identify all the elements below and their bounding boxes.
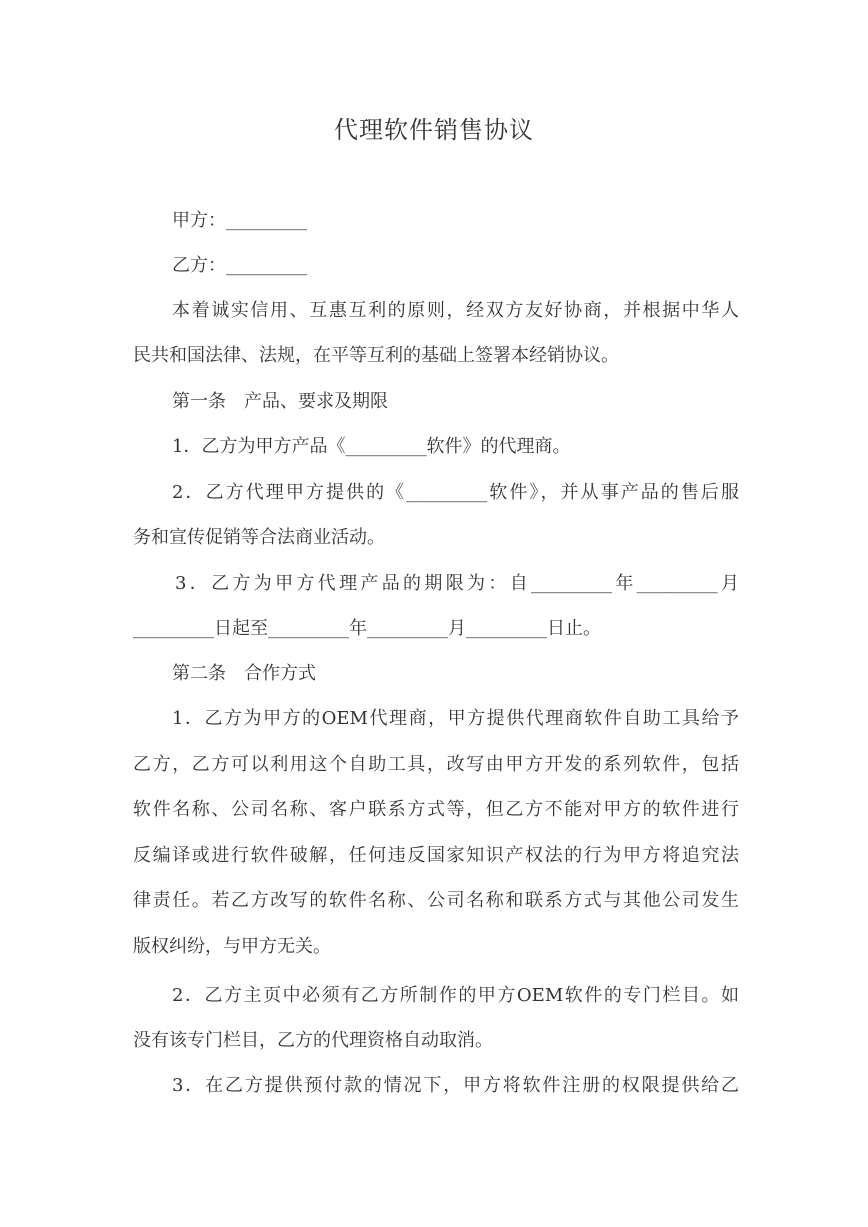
article-2-clause-2-line-2: 没有该专门栏目，乙方的代理资格自动取消。 bbox=[133, 1030, 493, 1051]
article-2-heading: 第二条 合作方式 bbox=[172, 663, 316, 684]
article-1-clause-2-line-1: 2．乙方代理甲方提供的《_________软件》，并从事产品的售后服 bbox=[172, 482, 739, 503]
party-b-line: 乙方：_________ bbox=[172, 255, 307, 276]
article-1-clause-1: 1．乙方为甲方产品《_________软件》的代理商。 bbox=[172, 436, 571, 457]
preamble-line-2: 民共和国法律、法规，在平等互利的基础上签署本经销协议。 bbox=[133, 345, 619, 366]
article-2-clause-3-line-1: 3．在乙方提供预付款的情况下，甲方将软件注册的权限提供给乙 bbox=[172, 1075, 739, 1096]
preamble-line-1: 本着诚实信用、互惠互利的原则，经双方友好协商，并根据中华人 bbox=[172, 300, 739, 321]
article-2-clause-1-line-4: 反编译或进行软件破解，任何违反国家知识产权法的行为甲方将追究法 bbox=[133, 845, 739, 866]
article-1-heading: 第一条 产品、要求及期限 bbox=[172, 391, 388, 412]
article-2-clause-2-line-1: 2．乙方主页中必须有乙方所制作的甲方OEM软件的专门栏目。如 bbox=[172, 985, 739, 1006]
article-2-clause-1-line-3: 软件名称、公司名称、客户联系方式等，但乙方不能对甲方的软件进行 bbox=[133, 799, 739, 820]
article-1-clause-2-line-2: 务和宣传促销等合法商业活动。 bbox=[133, 527, 385, 548]
article-1-clause-3-line-2: _________日起至_________年_________月_________日止。 bbox=[133, 618, 601, 639]
article-2-clause-1-line-5: 律责任。若乙方改写的软件名称、公司名称和联系方式与其他公司发生 bbox=[133, 890, 739, 911]
article-2-clause-1-line-2: 乙方，乙方可以利用这个自助工具，改写由甲方开发的系列软件，包括 bbox=[133, 754, 739, 775]
document-title: 代理软件销售协议 bbox=[334, 116, 534, 144]
article-2-clause-1-line-6: 版权纠纷，与甲方无关。 bbox=[133, 936, 331, 957]
party-a-line: 甲方：_________ bbox=[172, 210, 307, 231]
article-2-clause-1-line-1: 1．乙方为甲方的OEM代理商，甲方提供代理商软件自助工具给予 bbox=[172, 708, 739, 729]
article-1-clause-3-line-1: 3．乙方为甲方代理产品的期限为：自_________年_________月 bbox=[175, 573, 739, 594]
